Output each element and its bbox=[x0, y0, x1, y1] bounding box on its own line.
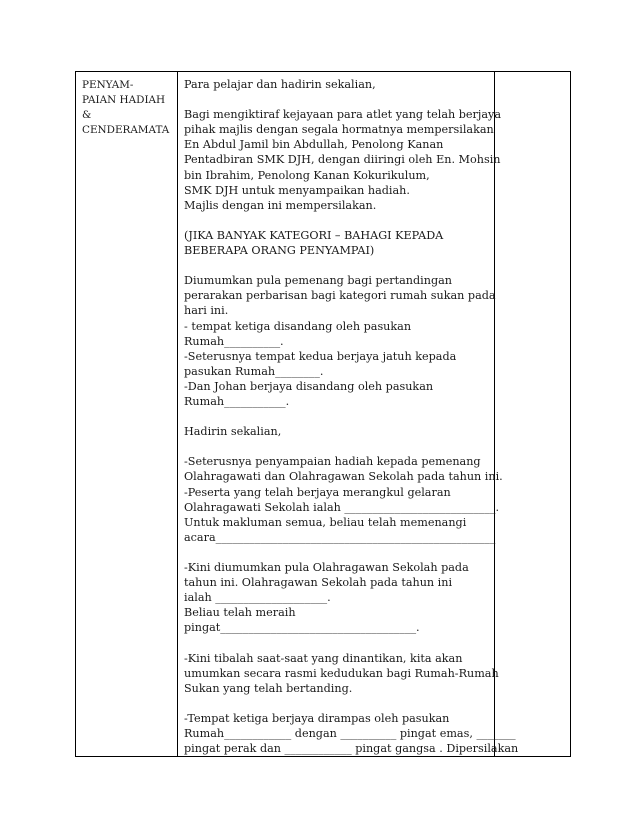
script-line: perarakan perbarisan bagi kategori rumah sukan pada bbox=[184, 289, 496, 303]
script-line: Pentadbiran SMK DJH, dengan diiringi oleh En. Mohsin bbox=[184, 153, 501, 167]
script-line: pasukan Rumah________. bbox=[184, 364, 324, 378]
script-line: -Dan Johan berjaya disandang oleh pasukan bbox=[184, 379, 434, 393]
script-line: -Kini tibalah saat-saat yang dinantikan, kita akan bbox=[184, 651, 463, 665]
script-line: Diumumkan pula pemenang bagi pertandingan bbox=[184, 274, 452, 288]
script-line: (JIKA BANYAK KATEGORI – BAHAGI KEPADA bbox=[184, 228, 444, 242]
section-label-line: & bbox=[82, 109, 92, 121]
script-line: Olahragawati Sekolah ialah ___________________________. bbox=[184, 500, 500, 514]
section-label-cell bbox=[76, 72, 178, 757]
table-row bbox=[76, 72, 571, 757]
paragraph-gap bbox=[184, 92, 492, 107]
script-line: pingat___________________________________. bbox=[184, 621, 420, 635]
script-line: Para pelajar dan hadirin sekalian, bbox=[184, 78, 376, 91]
script-line: tahun ini. Olahragawan Sekolah pada tahun ini bbox=[184, 576, 453, 590]
script-line: umumkan secara rasmi kedudukan bagi Rumah-Rumah bbox=[184, 666, 499, 680]
script-line: -Peserta yang telah berjaya merangkul gelaran bbox=[184, 485, 451, 499]
paragraph-gap bbox=[184, 545, 492, 560]
script-line: SMK DJH untuk menyampaikan hadiah. bbox=[184, 183, 410, 197]
script-line: -Tempat ketiga berjaya dirampas oleh pasukan bbox=[184, 711, 450, 725]
script-content-cell bbox=[178, 72, 519, 757]
event-script-table bbox=[75, 71, 571, 757]
paragraph-gap bbox=[184, 213, 492, 228]
script-line: -Seterusnya tempat kedua berjaya jatuh kepada bbox=[184, 349, 457, 363]
script-line: Sukan yang telah bertanding. bbox=[184, 681, 353, 695]
script-line: Bagi mengiktiraf kejayaan para atlet yang telah berjaya bbox=[184, 108, 502, 122]
script-line: Majlis dengan ini mempersilakan. bbox=[184, 198, 377, 212]
paragraph-gap bbox=[184, 635, 492, 650]
paragraph-gap bbox=[184, 439, 492, 454]
script-content bbox=[178, 72, 519, 756]
script-line: BEBERAPA ORANG PENYAMPAI) bbox=[184, 244, 375, 258]
script-line: pihak majlis dengan segala hormatnya mempersilakan bbox=[184, 123, 494, 137]
script-line: hari ini. bbox=[184, 304, 229, 318]
script-line: bin Ibrahim, Penolong Kanan Kokurikulum, bbox=[184, 168, 430, 182]
paragraph-gap bbox=[184, 696, 492, 711]
script-line: Olahragawati dan Olahragawan Sekolah pada tahun ini. bbox=[184, 470, 503, 484]
script-line: Rumah__________. bbox=[184, 334, 284, 348]
script-line: -Seterusnya penyampaian hadiah kepada pemenang bbox=[184, 455, 481, 469]
section-label-line: CENDERAMATA bbox=[82, 124, 170, 136]
section-label bbox=[76, 72, 177, 138]
section-label-line: PENYAM- bbox=[82, 79, 134, 91]
script-line: Beliau telah meraih bbox=[184, 606, 296, 620]
paragraph-gap bbox=[184, 258, 492, 273]
script-line: -Kini diumumkan pula Olahragawan Sekolah pada bbox=[184, 561, 469, 574]
script-line: Hadirin sekalian, bbox=[184, 425, 282, 439]
script-line: Untuk makluman semua, beliau telah memenangi bbox=[184, 515, 467, 529]
script-line: ialah ____________________. bbox=[184, 591, 331, 605]
script-line: En Abdul Jamil bin Abdullah, Penolong Kanan bbox=[184, 138, 444, 152]
script-line: acara__________________________________________________ bbox=[184, 530, 496, 544]
script-line: Rumah____________ dengan __________ pingat emas, _______ bbox=[184, 727, 516, 741]
paragraph-gap bbox=[184, 409, 492, 424]
notes-cell bbox=[495, 72, 571, 757]
script-line: Rumah___________. bbox=[184, 394, 290, 408]
section-label-line: PAIAN HADIAH bbox=[82, 94, 166, 106]
script-line: pingat perak dan ____________ pingat gangsa . Dipersilakan bbox=[184, 742, 519, 756]
script-line: - tempat ketiga disandang oleh pasukan bbox=[184, 319, 412, 333]
